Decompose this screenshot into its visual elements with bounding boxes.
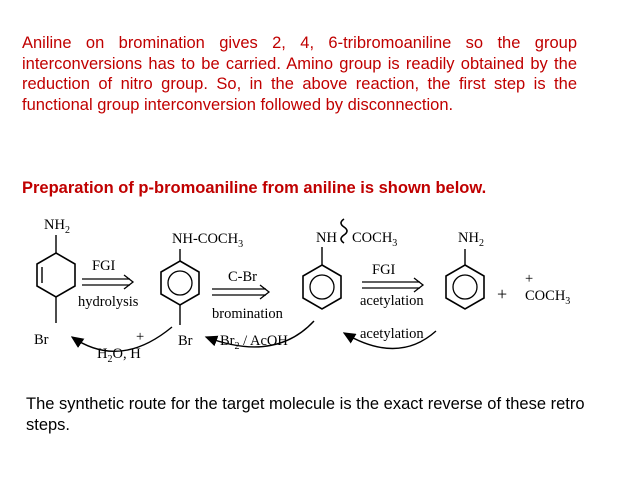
acyl-label: $COCH_3$ — [525, 288, 571, 307]
benzene-ring — [161, 261, 199, 305]
footer-paragraph — [26, 394, 606, 436]
amine-label: $NH_2$ — [458, 230, 484, 249]
amide-label: $COCH_3$ — [352, 230, 398, 249]
charge-plus: + — [525, 271, 534, 287]
retro-arrow-fgi-1 — [78, 258, 139, 310]
molecule-p-bromoaniline — [34, 217, 75, 348]
reagent-label: + — [136, 329, 145, 345]
bromo-label: Br — [178, 333, 193, 349]
amide-label: $NH-COCH_3$ — [172, 231, 244, 250]
retro-arrow-fgi-2 — [360, 262, 424, 309]
molecule-p-bromoacetanilide — [161, 231, 243, 349]
plus-sign: + — [497, 284, 508, 304]
arrow-label: C-Br — [228, 269, 257, 285]
benzene-ring — [303, 265, 341, 309]
bromo-label: Br — [34, 332, 49, 348]
footer-line: retro steps. — [26, 395, 585, 434]
intro-line: interconversions has to be carried. Amino group is readily obtained — [22, 54, 525, 73]
forward-arrow-bromination — [206, 321, 314, 352]
arrow-label: FGI — [372, 262, 396, 278]
arrow-label: bromination — [212, 306, 283, 322]
section-heading: Preparation of p-bromoaniline from aniline is shown below. — [22, 179, 487, 197]
forward-arrow-acetylation — [344, 326, 436, 349]
arrow-label: hydrolysis — [78, 294, 139, 310]
reagent-label: $Br_2$ / AcOH — [220, 333, 288, 352]
arrow-label: FGI — [92, 258, 116, 274]
arrow-label: acetylation — [360, 293, 424, 309]
amine-label: $NH_2$ — [44, 217, 70, 236]
intro-line: step is the functional group interconversion followed by — [22, 75, 577, 114]
forward-arrow-hydrolysis — [72, 327, 172, 365]
reagent-label: $H_2O$, H — [97, 346, 141, 365]
reagent-label: acetylation — [360, 326, 424, 342]
reaction-scheme — [0, 205, 638, 375]
molecule-aniline — [446, 230, 484, 309]
disconnection-mark — [341, 219, 347, 243]
benzene-ring — [446, 265, 484, 309]
footer-line: The synthetic route for the target molecule is the exact reverse of these — [26, 395, 547, 413]
intro-line: by the reduction of nitro group. So, in the above reaction, the first — [22, 54, 577, 93]
amide-label: NH — [316, 230, 337, 246]
intro-line: disconnection. — [347, 95, 454, 114]
retro-arrow-c-br — [212, 269, 284, 322]
intro-paragraph — [22, 33, 577, 115]
intro-line: Aniline on bromination gives 2, 4, 6-tribromoaniline so the group — [22, 34, 577, 52]
acylium-fragment — [497, 271, 570, 307]
